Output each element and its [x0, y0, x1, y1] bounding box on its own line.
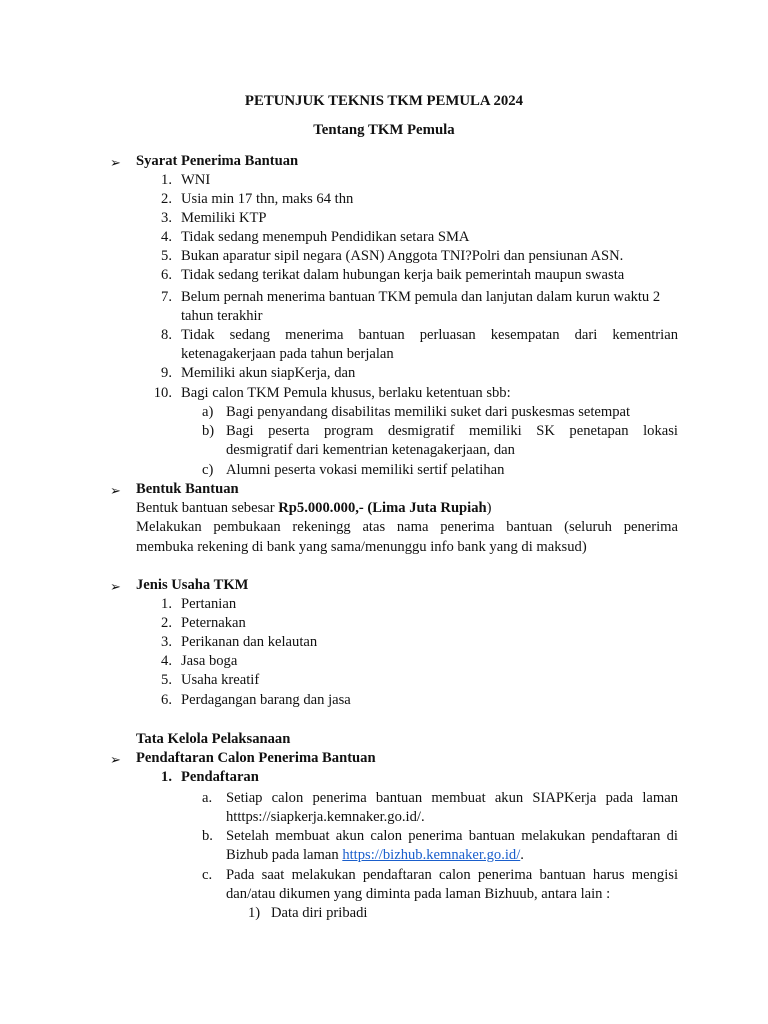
step-text: Pada saat melakukan pendaftaran calon penerima bantuan harus mengisi: [226, 867, 678, 883]
list-item-number: 9.: [161, 365, 172, 381]
step-text-suffix: .: [520, 847, 524, 863]
list-item-number: 2.: [161, 191, 172, 207]
sub-step-text: Data diri pribadi: [271, 905, 368, 921]
document-subtitle: Tentang TKM Pemula: [313, 122, 455, 138]
step-text-prefix: Bizhub pada laman: [226, 847, 343, 863]
step-number: a.: [202, 790, 213, 806]
sub-list-item-text: Bagi penyandang disabilitas memiliki suket dari puskesmas setempat: [226, 404, 631, 420]
arrow-bullet-icon: ➢: [110, 752, 121, 767]
list-item-text: Tidak sedang menempuh Pendidikan setara SMA: [181, 229, 470, 245]
list-item-number: 3.: [161, 210, 172, 226]
step-number: c.: [202, 867, 213, 883]
list-item-number: 6.: [161, 692, 172, 708]
list-item-number: 1.: [161, 596, 172, 612]
section-heading-pendaftaran: Pendaftaran Calon Penerima Bantuan: [136, 750, 376, 766]
section-heading-bentuk: Bentuk Bantuan: [136, 481, 239, 497]
list-item-text: Bukan aparatur sipil negara (ASN) Anggota TNI?Polri dan pensiunan ASN.: [181, 248, 624, 264]
step-text-continued: dan/atau dikumen yang diminta pada laman Bizhuub, antara lain :: [226, 886, 611, 902]
sub-step-number: 1): [248, 905, 261, 921]
list-item-text: Perdagangan barang dan jasa: [181, 692, 351, 708]
step-text: Setiap calon penerima bantuan membuat akun SIAPKerja pada laman: [226, 790, 678, 806]
sub-heading-number: 1.: [161, 769, 172, 785]
sub-list-item-text-continued: desmigratif dari kementrian ketenagakerjaan, dan: [226, 442, 515, 458]
list-item-text: Perikanan dan kelautan: [181, 634, 318, 650]
list-item-text-continued: tahun terakhir: [181, 308, 263, 324]
step-text: Setelah membuat akun calon penerima bantuan melakukan pendaftaran di: [226, 828, 678, 844]
step-text-continued: [226, 846, 524, 865]
list-item-number: 6.: [161, 267, 172, 283]
bentuk-paragraph-continued: membuka rekening di bank yang sama/menunggu info bank yang di maksud): [136, 539, 587, 555]
list-item-text: Memiliki KTP: [181, 210, 267, 226]
sub-list-item-text: Alumni peserta vokasi memiliki sertif pelatihan: [226, 462, 505, 478]
section-heading-jenis: Jenis Usaha TKM: [136, 577, 249, 593]
list-item-text: Usaha kreatif: [181, 672, 260, 688]
list-item-text: Belum pernah menerima bantuan TKM pemula dan lanjutan dalam kurun waktu 2: [181, 289, 661, 305]
list-item-number: 3.: [161, 634, 172, 650]
list-item-text: Jasa boga: [181, 653, 238, 669]
bentuk-amount-line: [136, 499, 492, 518]
list-item-text: Tidak sedang menerima bantuan perluasan kesempatan dari kementrian: [181, 327, 678, 343]
document-title: PETUNJUK TEKNIS TKM PEMULA 2024: [244, 93, 524, 109]
list-item-number: 2.: [161, 615, 172, 631]
list-item-number: 5.: [161, 672, 172, 688]
list-item-text: Usia min 17 thn, maks 64 thn: [181, 191, 354, 207]
bizhub-link[interactable]: https://bizhub.kemnaker.go.id/: [342, 847, 521, 863]
list-item-number: 7.: [161, 289, 172, 305]
sub-list-item-number: a): [202, 404, 214, 420]
list-item-number: 8.: [161, 327, 172, 343]
list-item-number: 4.: [161, 229, 172, 245]
list-item-text: Bagi calon TKM Pemula khusus, berlaku ketentuan sbb:: [181, 385, 511, 401]
bentuk-amount-value: Rp5.000.000,- (Lima Juta Rupiah: [278, 500, 487, 516]
section-heading-tata-kelola: Tata Kelola Pelaksanaan: [136, 731, 291, 747]
list-item-text: Peternakan: [181, 615, 246, 631]
list-item-number: 5.: [161, 248, 172, 264]
sub-list-item-text: Bagi peserta program desmigratif memiliki SK penetapan lokasi: [226, 423, 678, 439]
bentuk-paragraph: Melakukan pembukaan rekeningg atas nama penerima bantuan (seluruh penerima: [136, 519, 678, 535]
list-item-number: 10.: [153, 385, 172, 401]
section-heading-syarat: Syarat Penerima Bantuan: [136, 153, 299, 169]
sub-list-item-number: c): [202, 462, 214, 478]
arrow-bullet-icon: ➢: [110, 579, 121, 594]
step-number: b.: [202, 828, 213, 844]
step-text-continued: htttps://siapkerja.kemnaker.go.id/.: [226, 809, 425, 825]
sub-heading-pendaftaran: Pendaftaran: [181, 769, 259, 785]
sub-list-item-number: b): [202, 423, 215, 439]
list-item-text: Tidak sedang terikat dalam hubungan kerja baik pemerintah maupun swasta: [181, 267, 625, 283]
bentuk-amount-suffix: ): [486, 500, 492, 516]
list-item-text: Pertanian: [181, 596, 237, 612]
list-item-text: WNI: [181, 172, 211, 188]
list-item-text-continued: ketenagakerjaan pada tahun berjalan: [181, 346, 394, 362]
list-item-number: 1.: [161, 172, 172, 188]
bentuk-amount-prefix: Bentuk bantuan sebesar: [136, 500, 279, 516]
arrow-bullet-icon: ➢: [110, 483, 121, 498]
list-item-text: Memiliki akun siapKerja, dan: [181, 365, 356, 381]
arrow-bullet-icon: ➢: [110, 155, 121, 170]
list-item-number: 4.: [161, 653, 172, 669]
